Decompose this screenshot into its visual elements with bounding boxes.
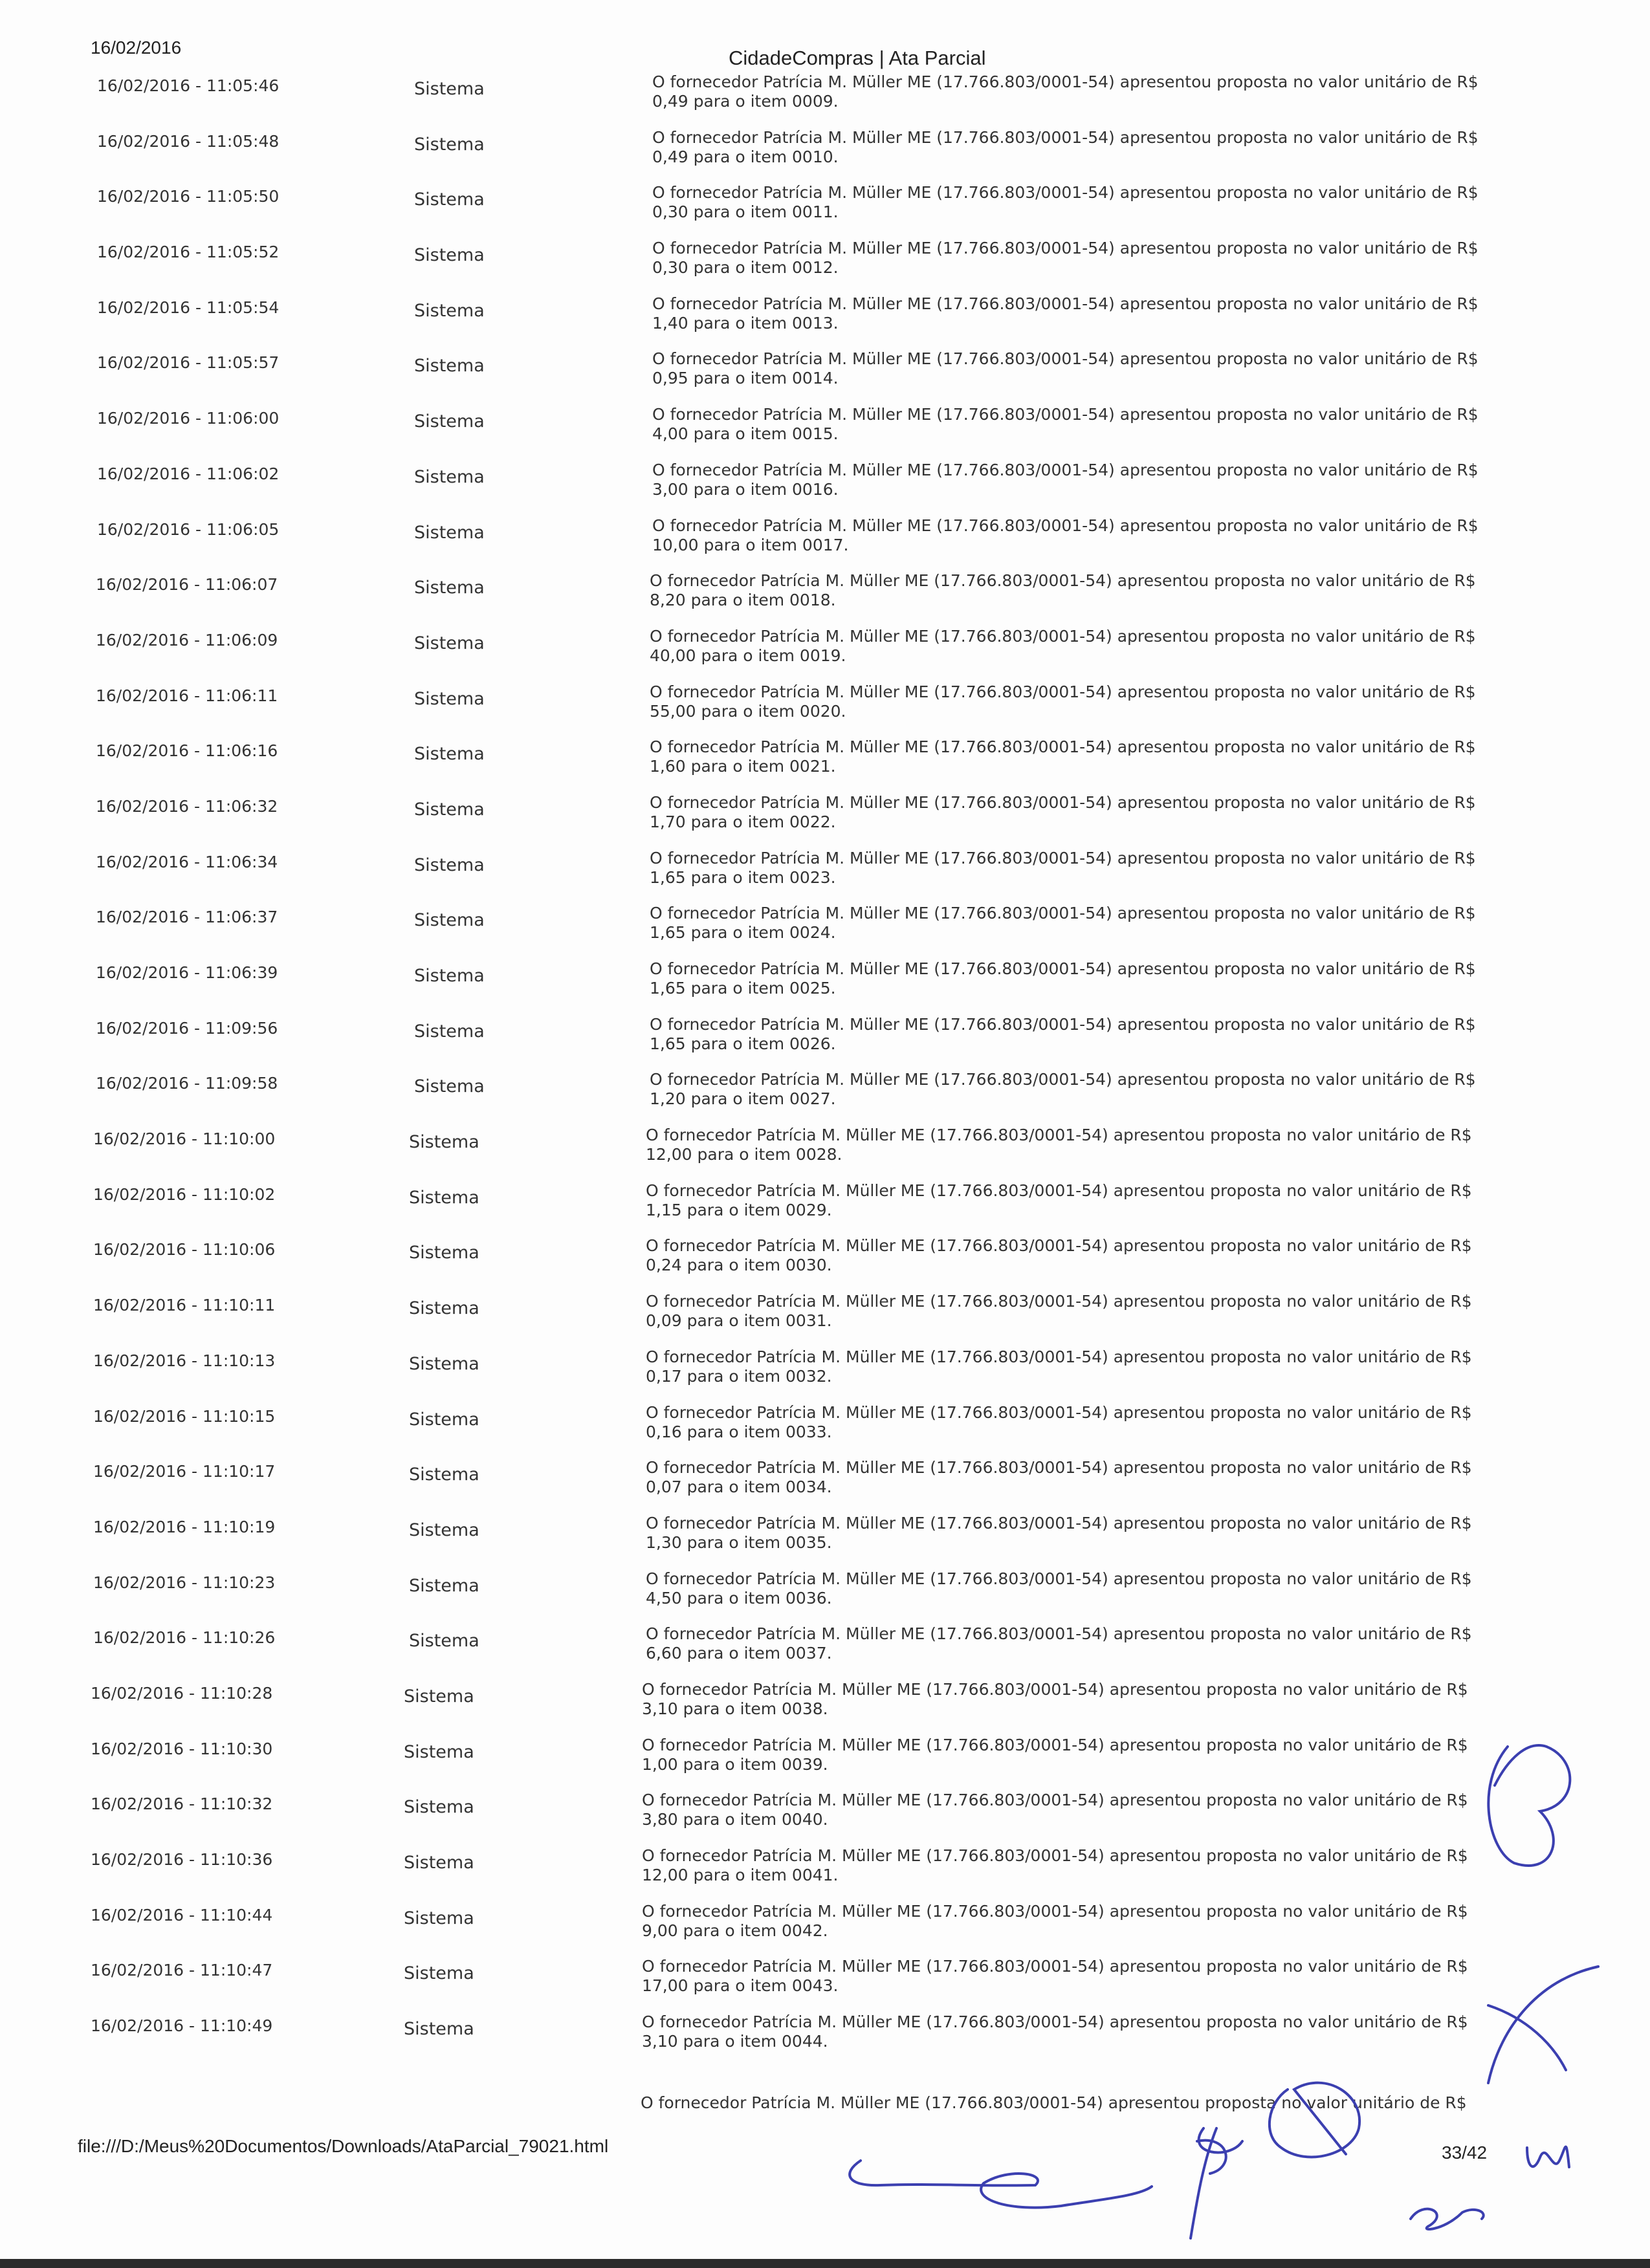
signature-left	[850, 2161, 1152, 2208]
log-timestamp: 16/02/2016 - 11:10:19	[93, 1517, 276, 1536]
log-author: Sistema	[404, 2019, 474, 2040]
log-author: Sistema	[414, 688, 485, 709]
log-author: Sistema	[404, 1797, 474, 1818]
log-timestamp: 16/02/2016 - 11:10:28	[91, 1683, 273, 1703]
initials-mark-2	[1411, 2209, 1484, 2229]
signature-middle	[1191, 2128, 1242, 2238]
log-row	[0, 459, 1650, 515]
log-message: O fornecedor Patrícia M. Müller ME (17.766.803/0001-54) apresentou proposta no valor unitário de R$ 0,30 para o item 0011.	[652, 183, 1479, 222]
log-timestamp: 16/02/2016 - 11:10:26	[93, 1628, 276, 1648]
log-author: Sistema	[414, 1021, 485, 1041]
log-author: Sistema	[404, 1686, 474, 1706]
log-author: Sistema	[409, 1353, 479, 1374]
scan-edge	[0, 2259, 1650, 2268]
log-timestamp: 16/02/2016 - 11:10:11	[93, 1296, 276, 1315]
log-message: O fornecedor Patrícia M. Müller ME (17.766.803/0001-54) apresentou proposta no valor unitário de R$ 3,10 para o item 0044.	[642, 2012, 1468, 2051]
log-message: O fornecedor Patrícia M. Müller ME (17.766.803/0001-54) apresentou proposta no valor unitário de R$ 10,00 para o item 0017.	[652, 516, 1479, 554]
log-author: Sistema	[414, 300, 485, 321]
log-timestamp: 16/02/2016 - 11:09:58	[96, 1074, 278, 1093]
log-message: O fornecedor Patrícia M. Müller ME (17.766.803/0001-54) apresentou proposta no valor unitário de R$ 1,30 para o item 0035.	[646, 1513, 1472, 1552]
log-timestamp: 16/02/2016 - 11:06:02	[97, 464, 280, 483]
log-row	[0, 404, 1650, 459]
log-author: Sistema	[409, 1575, 479, 1596]
log-timestamp: 16/02/2016 - 11:06:11	[96, 686, 278, 705]
log-row	[0, 71, 1650, 127]
log-timestamp: 16/02/2016 - 11:05:54	[97, 298, 280, 317]
log-author: Sistema	[409, 1409, 479, 1430]
log-author: Sistema	[409, 1520, 479, 1540]
log-message: O fornecedor Patrícia M. Müller ME (17.766.803/0001-54) apresentou proposta no valor unitário de R$ 0,49 para o item 0010.	[652, 127, 1479, 166]
log-message: O fornecedor Patrícia M. Müller ME (17.766.803/0001-54) apresentou proposta no valor unitário de R$ 1,00 para o item 0039.	[642, 1735, 1468, 1774]
log-message: O fornecedor Patrícia M. Müller ME (17.766.803/0001-54) apresentou proposta no valor unitário de R$ 1,15 para o item 0029.	[646, 1181, 1472, 1219]
log-row	[0, 1124, 1650, 1180]
log-message: O fornecedor Patrícia M. Müller ME (17.766.803/0001-54) apresentou proposta no valor unitário de R$ 1,70 para o item 0022.	[650, 792, 1476, 831]
event-log	[0, 71, 1650, 2067]
log-message: O fornecedor Patrícia M. Müller ME (17.766.803/0001-54) apresentou proposta no valor unitário de R$ 4,50 para o item 0036.	[646, 1569, 1472, 1608]
log-row	[0, 1014, 1650, 1069]
log-timestamp: 16/02/2016 - 11:06:09	[96, 630, 278, 649]
log-message: O fornecedor Patrícia M. Müller ME (17.766.803/0001-54) apresentou proposta no valor unitário de R$ 1,65 para o item 0024.	[650, 904, 1476, 943]
log-author: Sistema	[414, 245, 485, 266]
header-title: CidadeCompras | Ata Parcial	[729, 47, 986, 69]
log-author: Sistema	[414, 966, 485, 986]
log-timestamp: 16/02/2016 - 11:06:00	[97, 409, 280, 428]
log-row	[0, 1568, 1650, 1624]
log-message: O fornecedor Patrícia M. Müller ME (17.766.803/0001-54) apresentou proposta no valor unitário de R$ 55,00 para o item 0020.	[650, 682, 1476, 721]
footer-page-number: 33/42	[1442, 2143, 1488, 2163]
log-timestamp: 16/02/2016 - 11:06:05	[97, 519, 280, 539]
log-timestamp: 16/02/2016 - 11:06:37	[96, 908, 278, 927]
log-row	[0, 293, 1650, 349]
log-message: O fornecedor Patrícia M. Müller ME (17.766.803/0001-54) apresentou proposta no valor unitário de R$ 0,30 para o item 0012.	[652, 239, 1479, 278]
footer-file-path: file:///D:/Meus%20Documentos/Downloads/AtaParcial_79021.html	[78, 2136, 609, 2156]
log-timestamp: 16/02/2016 - 11:05:48	[97, 131, 280, 151]
log-message: O fornecedor Patrícia M. Müller ME (17.766.803/0001-54) apresentou proposta no valor unitário de R$ 1,65 para o item 0023.	[650, 848, 1476, 887]
log-row	[0, 1069, 1650, 1124]
log-message: O fornecedor Patrícia M. Müller ME (17.766.803/0001-54) apresentou proposta no valor unitário de R$ 0,24 para o item 0030.	[646, 1236, 1472, 1275]
log-row	[0, 515, 1650, 571]
log-row	[0, 1512, 1650, 1568]
continuation-message: O fornecedor Patrícia M. Müller ME (17.766.803/0001-54) apresentou proposta no valor unitário de R$	[641, 2093, 1467, 2112]
log-author: Sistema	[404, 1963, 474, 1984]
log-timestamp: 16/02/2016 - 11:05:52	[97, 243, 280, 262]
header-date: 16/02/2016	[91, 38, 182, 58]
log-row	[0, 127, 1650, 182]
log-row	[0, 1845, 1650, 1901]
log-timestamp: 16/02/2016 - 11:05:50	[97, 187, 280, 206]
log-message: O fornecedor Patrícia M. Müller ME (17.766.803/0001-54) apresentou proposta no valor unitário de R$ 4,00 para o item 0015.	[652, 405, 1479, 444]
log-author: Sistema	[414, 522, 485, 543]
initials-mark	[1527, 2147, 1569, 2167]
log-row	[0, 1901, 1650, 1956]
log-timestamp: 16/02/2016 - 11:10:23	[93, 1573, 276, 1592]
log-author: Sistema	[409, 1187, 479, 1208]
log-author: Sistema	[414, 356, 485, 376]
log-timestamp: 16/02/2016 - 11:05:57	[97, 353, 280, 373]
log-row	[0, 902, 1650, 958]
log-row	[0, 570, 1650, 626]
log-message: O fornecedor Patrícia M. Müller ME (17.766.803/0001-54) apresentou proposta no valor unitário de R$ 17,00 para o item 0043.	[642, 1957, 1468, 1996]
log-author: Sistema	[414, 910, 485, 931]
log-timestamp: 16/02/2016 - 11:06:34	[96, 852, 278, 871]
log-timestamp: 16/02/2016 - 11:10:13	[93, 1351, 276, 1370]
log-row	[0, 736, 1650, 792]
log-timestamp: 16/02/2016 - 11:06:07	[96, 575, 278, 594]
log-row	[0, 626, 1650, 681]
log-timestamp: 16/02/2016 - 11:10:02	[93, 1184, 276, 1204]
log-timestamp: 16/02/2016 - 11:10:32	[91, 1794, 273, 1814]
log-message: O fornecedor Patrícia M. Müller ME (17.766.803/0001-54) apresentou proposta no valor unitário de R$ 40,00 para o item 0019.	[650, 626, 1476, 665]
log-author: Sistema	[414, 79, 485, 99]
log-author: Sistema	[404, 1908, 474, 1928]
log-author: Sistema	[409, 1298, 479, 1319]
log-timestamp: 16/02/2016 - 11:10:17	[93, 1462, 276, 1481]
log-timestamp: 16/02/2016 - 11:06:32	[96, 796, 278, 816]
log-author: Sistema	[414, 190, 485, 210]
log-author: Sistema	[409, 1631, 479, 1652]
log-row	[0, 1180, 1650, 1236]
log-message: O fornecedor Patrícia M. Müller ME (17.766.803/0001-54) apresentou proposta no valor unitário de R$ 12,00 para o item 0041.	[642, 1846, 1468, 1884]
log-message: O fornecedor Patrícia M. Müller ME (17.766.803/0001-54) apresentou proposta no valor unitário de R$ 6,60 para o item 0037.	[646, 1624, 1472, 1663]
log-row	[0, 2011, 1650, 2067]
log-author: Sistema	[414, 411, 485, 432]
log-message: O fornecedor Patrícia M. Müller ME (17.766.803/0001-54) apresentou proposta no valor unitário de R$ 9,00 para o item 0042.	[642, 1901, 1468, 1940]
log-message: O fornecedor Patrícia M. Müller ME (17.766.803/0001-54) apresentou proposta no valor unitário de R$ 8,20 para o item 0018.	[650, 571, 1476, 610]
log-message: O fornecedor Patrícia M. Müller ME (17.766.803/0001-54) apresentou proposta no valor unitário de R$ 1,40 para o item 0013.	[652, 294, 1479, 333]
log-author: Sistema	[404, 1741, 474, 1762]
log-message: O fornecedor Patrícia M. Müller ME (17.766.803/0001-54) apresentou proposta no valor unitário de R$ 0,17 para o item 0032.	[646, 1347, 1472, 1386]
log-author: Sistema	[409, 1132, 479, 1153]
log-row	[0, 1956, 1650, 2011]
log-timestamp: 16/02/2016 - 11:10:36	[91, 1850, 273, 1869]
log-author: Sistema	[404, 1853, 474, 1873]
log-message: O fornecedor Patrícia M. Müller ME (17.766.803/0001-54) apresentou proposta no valor unitário de R$ 12,00 para o item 0028.	[646, 1126, 1472, 1164]
log-author: Sistema	[409, 1243, 479, 1263]
log-message: O fornecedor Patrícia M. Müller ME (17.766.803/0001-54) apresentou proposta no valor unitário de R$ 3,00 para o item 0016.	[652, 460, 1479, 499]
log-message: O fornecedor Patrícia M. Müller ME (17.766.803/0001-54) apresentou proposta no valor unitário de R$ 1,65 para o item 0025.	[650, 959, 1476, 998]
log-timestamp: 16/02/2016 - 11:05:46	[97, 76, 280, 95]
log-author: Sistema	[414, 134, 485, 155]
log-author: Sistema	[414, 1076, 485, 1097]
log-timestamp: 16/02/2016 - 11:10:30	[91, 1739, 273, 1758]
log-row	[0, 847, 1650, 903]
log-row	[0, 182, 1650, 237]
log-timestamp: 16/02/2016 - 11:10:15	[93, 1406, 276, 1426]
log-row	[0, 1235, 1650, 1291]
log-row	[0, 792, 1650, 847]
log-message: O fornecedor Patrícia M. Müller ME (17.766.803/0001-54) apresentou proposta no valor unitário de R$ 0,07 para o item 0034.	[646, 1458, 1472, 1497]
log-timestamp: 16/02/2016 - 11:10:06	[93, 1240, 276, 1259]
log-author: Sistema	[414, 466, 485, 487]
log-author: Sistema	[414, 633, 485, 653]
log-author: Sistema	[414, 855, 485, 875]
log-row	[0, 1623, 1650, 1679]
log-message: O fornecedor Patrícia M. Müller ME (17.766.803/0001-54) apresentou proposta no valor unitário de R$ 1,20 para o item 0027.	[650, 1070, 1476, 1109]
log-row	[0, 958, 1650, 1014]
log-row	[0, 237, 1650, 293]
log-message: O fornecedor Patrícia M. Müller ME (17.766.803/0001-54) apresentou proposta no valor unitário de R$ 3,80 para o item 0040.	[642, 1791, 1468, 1829]
log-author: Sistema	[414, 799, 485, 820]
log-timestamp: 16/02/2016 - 11:06:16	[96, 741, 278, 761]
log-message: O fornecedor Patrícia M. Müller ME (17.766.803/0001-54) apresentou proposta no valor unitário de R$ 0,49 para o item 0009.	[652, 72, 1479, 111]
log-timestamp: 16/02/2016 - 11:10:00	[93, 1129, 276, 1149]
log-message: O fornecedor Patrícia M. Müller ME (17.766.803/0001-54) apresentou proposta no valor unitário de R$ 3,10 para o item 0038.	[642, 1679, 1468, 1718]
log-row	[0, 1346, 1650, 1402]
log-timestamp: 16/02/2016 - 11:09:56	[96, 1018, 278, 1038]
log-timestamp: 16/02/2016 - 11:10:47	[91, 1961, 273, 1980]
log-message: O fornecedor Patrícia M. Müller ME (17.766.803/0001-54) apresentou proposta no valor unitário de R$ 0,95 para o item 0014.	[652, 349, 1479, 388]
log-author: Sistema	[414, 744, 485, 765]
log-row	[0, 1789, 1650, 1845]
log-row	[0, 1291, 1650, 1346]
log-message: O fornecedor Patrícia M. Müller ME (17.766.803/0001-54) apresentou proposta no valor unitário de R$ 0,16 para o item 0033.	[646, 1402, 1472, 1441]
log-author: Sistema	[409, 1465, 479, 1485]
log-message: O fornecedor Patrícia M. Müller ME (17.766.803/0001-54) apresentou proposta no valor unitário de R$ 1,60 para o item 0021.	[650, 737, 1476, 776]
log-row	[0, 1734, 1650, 1790]
log-row	[0, 348, 1650, 404]
log-timestamp: 16/02/2016 - 11:10:44	[91, 1905, 273, 1925]
log-row	[0, 681, 1650, 737]
log-row	[0, 1457, 1650, 1512]
log-message: O fornecedor Patrícia M. Müller ME (17.766.803/0001-54) apresentou proposta no valor unitário de R$ 0,09 para o item 0031.	[646, 1292, 1472, 1331]
log-row	[0, 1679, 1650, 1734]
log-author: Sistema	[414, 578, 485, 598]
log-row	[0, 1402, 1650, 1457]
log-message: O fornecedor Patrícia M. Müller ME (17.766.803/0001-54) apresentou proposta no valor unitário de R$ 1,65 para o item 0026.	[650, 1014, 1476, 1053]
log-timestamp: 16/02/2016 - 11:06:39	[96, 963, 278, 982]
log-timestamp: 16/02/2016 - 11:10:49	[91, 2016, 273, 2036]
